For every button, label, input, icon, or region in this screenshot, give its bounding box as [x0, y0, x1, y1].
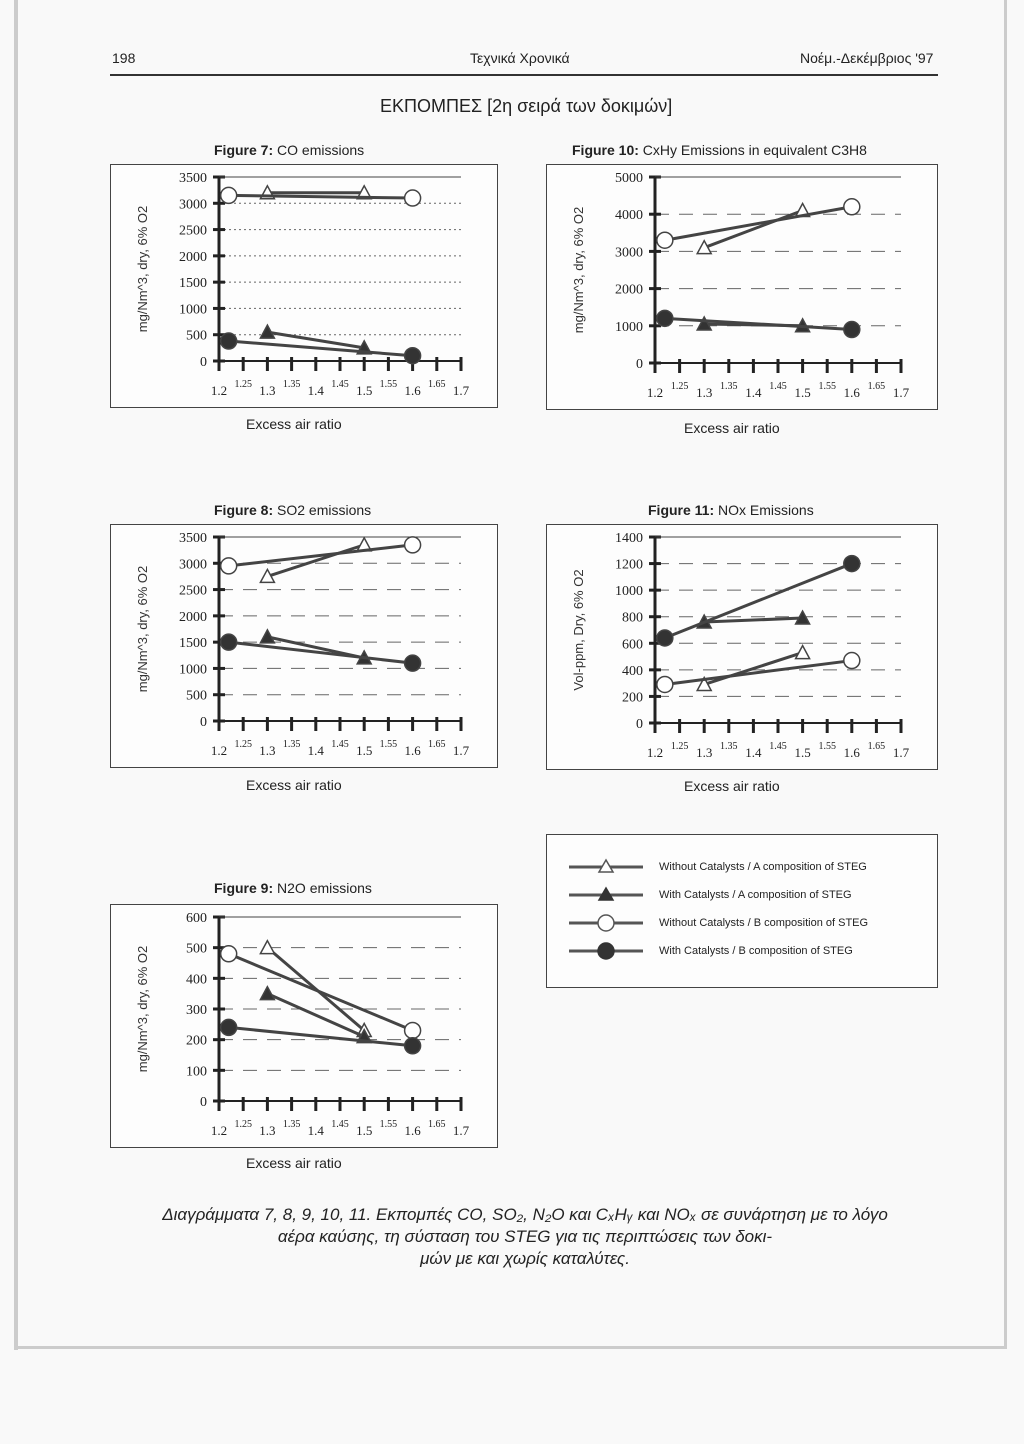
- x-tick-label: 1.7: [452, 1123, 470, 1138]
- x-tick-label: 1.65: [428, 1119, 446, 1130]
- series-line: [229, 341, 413, 356]
- caption-line: αέρα καύσης, τη σύσταση του STEG για τις περιπτώσεις των δοκι-: [277, 1227, 773, 1246]
- x-tick-label: 1.55: [818, 741, 836, 752]
- x-tick-label: 1.55: [818, 381, 836, 392]
- legend-label: With Catalysts / B composition of STEG: [659, 945, 853, 957]
- x-tick-label: 1.65: [428, 379, 446, 390]
- x-tick-label: 1.2: [646, 385, 664, 400]
- filled-circle-icon: [567, 941, 647, 961]
- data-point: [405, 655, 421, 671]
- data-point: [260, 987, 274, 1000]
- x-tick-label: 1.35: [282, 1119, 301, 1130]
- y-tick-label: 4000: [615, 208, 643, 224]
- y-tick-label: 0: [200, 715, 207, 730]
- fig10-xlabel: Excess air ratio: [684, 420, 780, 436]
- page-number: 198: [112, 50, 136, 66]
- x-tick-label: 1.5: [356, 743, 373, 758]
- x-tick-label: 1.7: [452, 743, 470, 758]
- figure-caption: [110, 1204, 940, 1270]
- y-tick-label: 0: [200, 355, 207, 370]
- data-point: [260, 630, 274, 643]
- legend-label: Without Catalysts / A composition of STEG: [659, 861, 867, 873]
- x-tick-label: 1.7: [892, 385, 910, 400]
- y-tick-label: 1200: [615, 557, 643, 573]
- y-tick-label: 500: [186, 328, 207, 344]
- y-tick-label: 1000: [179, 302, 207, 318]
- x-tick-label: 1.65: [867, 381, 886, 392]
- data-point: [405, 190, 421, 206]
- data-point: [657, 232, 673, 248]
- fig9-title: [214, 880, 372, 896]
- x-tick-label: 1.25: [234, 1119, 252, 1130]
- x-tick-label: 1.7: [892, 745, 910, 760]
- x-tick-label: 1.3: [259, 1123, 276, 1138]
- y-tick-label: 3000: [179, 557, 207, 573]
- y-tick-label: 500: [186, 688, 207, 704]
- x-tick-label: 1.4: [745, 745, 762, 760]
- x-tick-label: 1.2: [210, 1123, 228, 1138]
- y-tick-label: 5000: [615, 171, 643, 186]
- issue-date: Νοέμ.-Δεκέμβριος '97: [800, 50, 934, 66]
- y-tick-label: 800: [622, 610, 643, 626]
- journal-name: Τεχνικά Χρονικά: [470, 50, 570, 66]
- x-tick-label: 1.3: [259, 383, 276, 398]
- data-point: [796, 646, 810, 659]
- fig10-svg: [547, 165, 937, 409]
- series-line: [229, 1027, 413, 1045]
- series-line: [229, 195, 413, 198]
- fig9-title-label: Figure 9:: [214, 880, 274, 896]
- data-point: [221, 946, 237, 962]
- y-tick-label: 1000: [615, 584, 643, 600]
- x-tick-label: 1.3: [696, 385, 713, 400]
- x-tick-label: 1.55: [379, 739, 398, 750]
- x-tick-label: 1.25: [234, 379, 252, 390]
- x-tick-label: 1.6: [843, 745, 860, 760]
- x-tick-label: 1.35: [720, 381, 738, 392]
- x-tick-label: 1.4: [307, 383, 324, 398]
- x-tick-label: 1.5: [794, 385, 811, 400]
- x-tick-label: 1.5: [356, 1123, 373, 1138]
- x-tick-label: 1.3: [696, 745, 713, 760]
- series-line: [704, 618, 802, 622]
- legend-item: [567, 885, 927, 905]
- fig11-title-label: Figure 11:: [648, 502, 715, 518]
- fig7-svg: [111, 165, 497, 407]
- fig8-xlabel: Excess air ratio: [246, 777, 342, 793]
- x-tick-label: 1.45: [331, 1119, 349, 1130]
- caption-line: Διαγράμματα 7, 8, 9, 10, 11. Εκπομπές CO, SO₂, N₂O και CₓHᵧ και NOₓ σε συνάρτηση με το λόγο: [162, 1205, 888, 1224]
- y-tick-label: 3000: [179, 197, 207, 213]
- x-tick-label: 1.4: [307, 1123, 324, 1138]
- y-axis-label: mg/Nm^3, dry, 6% O2: [135, 565, 150, 693]
- legend-item: [567, 857, 927, 877]
- open-circle-icon: [567, 913, 647, 933]
- x-tick-label: 1.3: [259, 743, 276, 758]
- fig7-title-text: CO emissions: [273, 142, 365, 158]
- y-axis-label: mg/Nm^3, dry, 6% O2: [135, 205, 150, 333]
- series-line: [665, 318, 852, 329]
- y-tick-label: 1400: [615, 531, 643, 546]
- x-tick-label: 1.2: [210, 383, 228, 398]
- fig10-chart: [546, 164, 938, 410]
- section-title: ΕΚΠΟΜΠΕΣ [2η σειρά των δοκιμών]: [380, 96, 673, 116]
- y-tick-label: 200: [622, 690, 643, 706]
- x-tick-label: 1.35: [282, 739, 301, 750]
- y-tick-label: 2000: [615, 282, 643, 298]
- fig10-title-label: Figure 10:: [572, 142, 639, 158]
- fig11-xlabel: Excess air ratio: [684, 778, 780, 794]
- y-tick-label: 400: [186, 972, 207, 988]
- y-tick-label: 1500: [179, 636, 207, 652]
- fig11-svg: [547, 525, 937, 769]
- fig7-title-label: Figure 7:: [214, 142, 274, 158]
- y-tick-label: 0: [200, 1095, 207, 1110]
- x-tick-label: 1.45: [769, 741, 787, 752]
- x-tick-label: 1.4: [307, 743, 324, 758]
- y-tick-label: 400: [622, 663, 643, 679]
- x-tick-label: 1.55: [379, 379, 398, 390]
- x-tick-label: 1.2: [646, 745, 664, 760]
- y-tick-label: 100: [186, 1064, 207, 1080]
- x-tick-label: 1.35: [282, 379, 301, 390]
- y-tick-label: 2000: [179, 249, 207, 265]
- fig11-chart: [546, 524, 938, 770]
- fig9-title-text: N2O emissions: [273, 880, 372, 896]
- series-line: [229, 545, 413, 566]
- data-point: [221, 1019, 237, 1035]
- fig8-title-text: SO2 emissions: [273, 502, 372, 518]
- series-line: [665, 207, 852, 240]
- x-tick-label: 1.7: [452, 383, 470, 398]
- x-tick-label: 1.45: [331, 379, 349, 390]
- scan-border-left: [14, 0, 18, 1350]
- x-tick-label: 1.55: [379, 1119, 398, 1130]
- y-tick-label: 0: [636, 357, 643, 372]
- fig7-chart: [110, 164, 498, 408]
- data-point: [221, 558, 237, 574]
- y-tick-label: 2500: [179, 223, 207, 239]
- legend-label: Without Catalysts / B composition of STEG: [659, 917, 869, 929]
- data-point: [221, 634, 237, 650]
- legend-item: [567, 913, 927, 933]
- y-tick-label: 1000: [615, 319, 643, 335]
- y-tick-label: 300: [186, 1003, 207, 1018]
- scan-border-bottom: [14, 1346, 1004, 1349]
- fig8-title-label: Figure 8:: [214, 502, 274, 518]
- series-line: [665, 661, 852, 685]
- data-point: [221, 333, 237, 349]
- fig11-title-text: NOx Emissions: [714, 502, 814, 518]
- y-tick-label: 2500: [179, 583, 207, 599]
- y-axis-label: mg/Nm^3, dry, 6% O2: [135, 945, 150, 1073]
- x-tick-label: 1.45: [769, 381, 787, 392]
- y-tick-label: 0: [636, 717, 643, 732]
- data-point: [657, 310, 673, 326]
- y-tick-label: 600: [186, 911, 207, 926]
- x-tick-label: 1.6: [404, 1123, 421, 1138]
- fig9-xlabel: Excess air ratio: [246, 1155, 342, 1171]
- filled-triangle-icon: [567, 885, 647, 905]
- y-tick-label: 600: [622, 637, 643, 653]
- legend-label: With Catalysts / A composition of STEG: [659, 889, 852, 901]
- legend: [546, 834, 938, 988]
- header-rule: [110, 74, 938, 76]
- fig10-title-text: CxHy Emissions in equivalent C3H8: [638, 142, 867, 158]
- fig11-title: [648, 502, 814, 518]
- fig8-chart: [110, 524, 498, 768]
- y-axis-label: mg/Nm^3, dry, 6% O2: [571, 206, 586, 334]
- x-tick-label: 1.25: [670, 741, 689, 752]
- series-line: [229, 642, 413, 663]
- fig10-title: [572, 142, 867, 158]
- y-tick-label: 1000: [179, 662, 207, 678]
- x-tick-label: 1.2: [210, 743, 228, 758]
- open-triangle-icon: [567, 857, 647, 877]
- y-tick-label: 500: [186, 941, 207, 957]
- x-tick-label: 1.25: [234, 739, 252, 750]
- y-tick-label: 3000: [615, 245, 643, 261]
- y-tick-label: 200: [186, 1033, 207, 1049]
- data-point: [844, 556, 860, 572]
- x-tick-label: 1.65: [428, 739, 446, 750]
- series-line: [267, 994, 364, 1037]
- data-point: [405, 537, 421, 553]
- data-point: [844, 653, 860, 669]
- y-tick-label: 1500: [179, 276, 207, 292]
- y-tick-label: 2000: [179, 609, 207, 625]
- x-tick-label: 1.65: [867, 741, 886, 752]
- y-tick-label: 3500: [179, 171, 207, 186]
- data-point: [657, 676, 673, 692]
- series-line: [229, 954, 413, 1031]
- fig7-title: [214, 142, 364, 158]
- x-tick-label: 1.45: [331, 739, 349, 750]
- fig9-svg: [111, 905, 497, 1147]
- x-tick-label: 1.6: [404, 743, 421, 758]
- x-tick-label: 1.35: [720, 741, 738, 752]
- legend-item: [567, 941, 927, 961]
- data-point: [844, 322, 860, 338]
- x-tick-label: 1.6: [404, 383, 421, 398]
- series-line: [665, 564, 852, 638]
- x-tick-label: 1.6: [843, 385, 860, 400]
- data-point: [221, 187, 237, 203]
- data-point: [405, 348, 421, 364]
- x-tick-label: 1.4: [745, 385, 762, 400]
- data-point: [405, 1038, 421, 1054]
- x-tick-label: 1.5: [356, 383, 373, 398]
- data-point: [657, 630, 673, 646]
- fig8-title: [214, 502, 371, 518]
- data-point: [405, 1022, 421, 1038]
- y-tick-label: 3500: [179, 531, 207, 546]
- caption-line: μών με και χωρίς καταλύτες.: [420, 1249, 630, 1268]
- fig7-xlabel: Excess air ratio: [246, 416, 342, 432]
- data-point: [844, 199, 860, 215]
- fig8-svg: [111, 525, 497, 767]
- scan-border-right: [1004, 0, 1007, 1349]
- x-tick-label: 1.5: [794, 745, 811, 760]
- y-axis-label: Vol-ppm, Dry, 6% O2: [571, 569, 586, 691]
- x-tick-label: 1.25: [670, 381, 689, 392]
- fig9-chart: [110, 904, 498, 1148]
